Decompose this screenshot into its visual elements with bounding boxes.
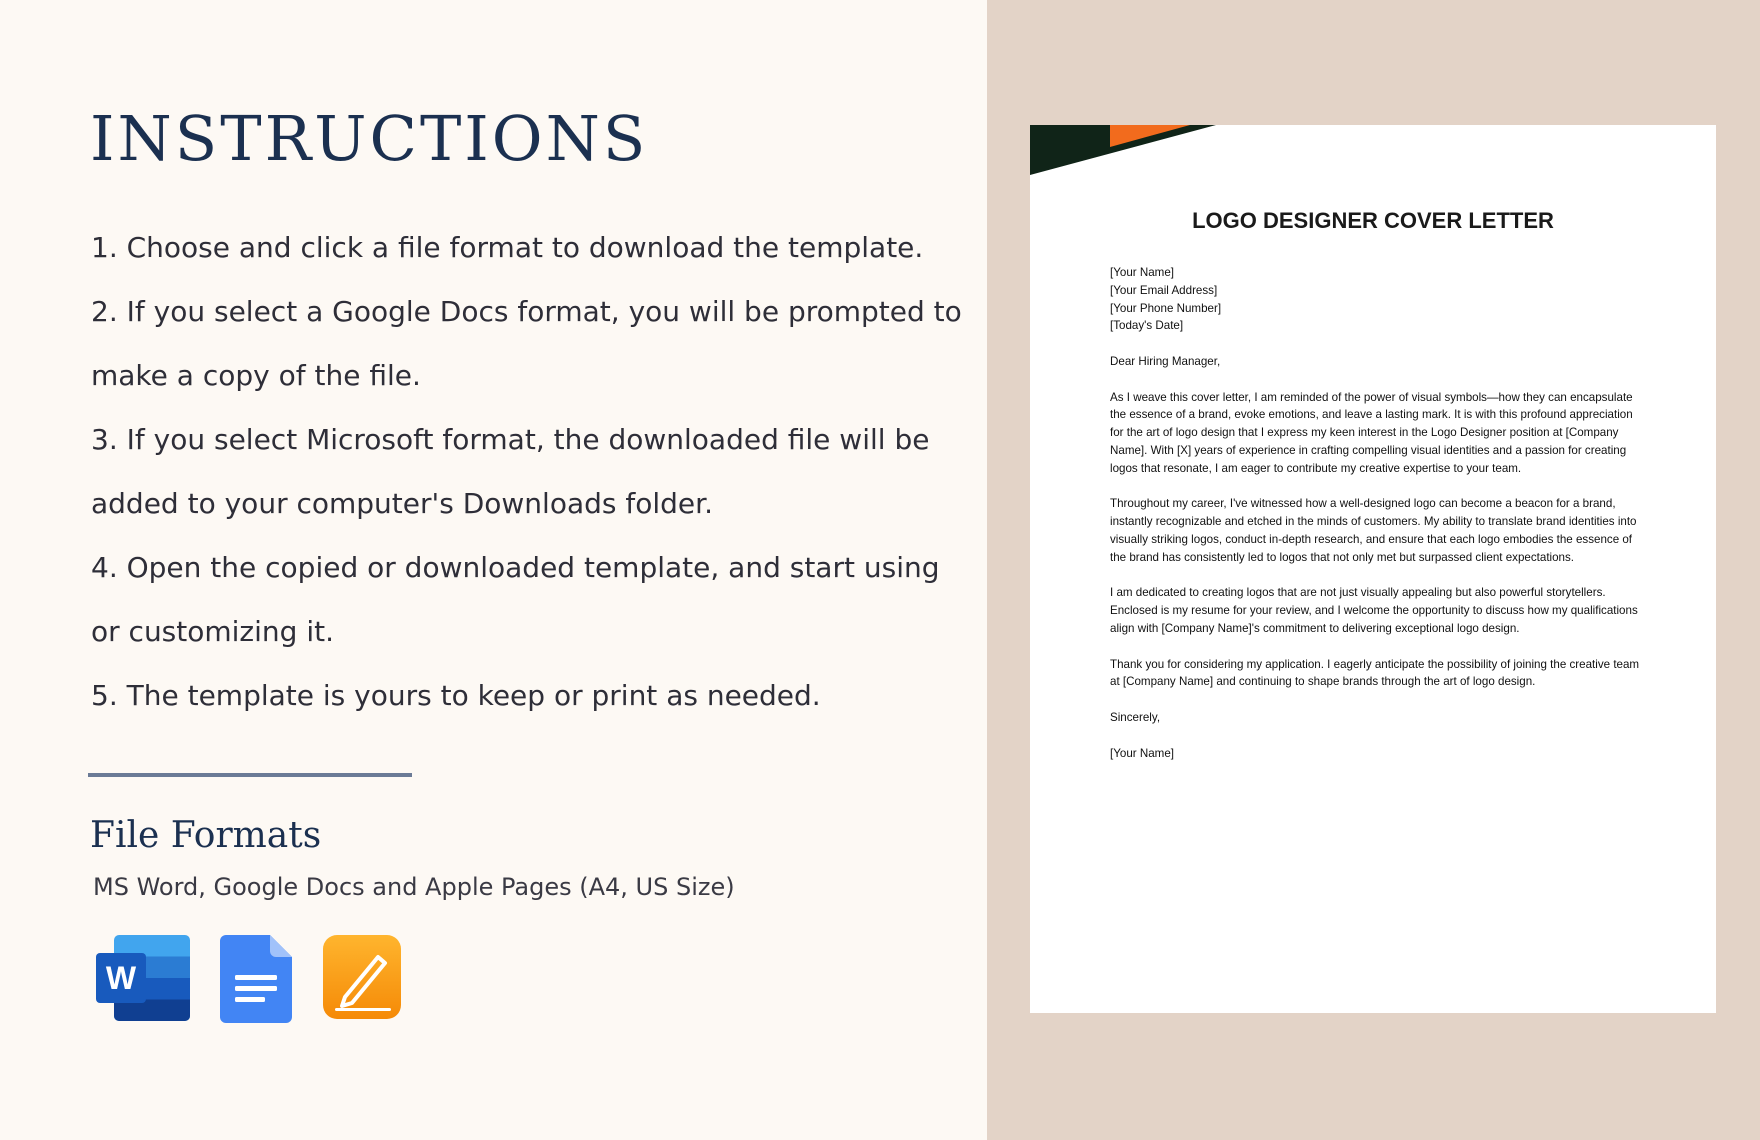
body-paragraph: I am dedicated to creating logos that are not just visually appealing but also powerful storytellers. Enclosed is my resume for your review, and I welcome the opportunity to discuss how my qualifications align with [Company Name]'s commitment to delivering exceptional logo design.	[1110, 586, 1638, 635]
document-title: LOGO DESIGNER COVER LETTER	[1192, 208, 1554, 233]
document-body	[1110, 264, 1640, 780]
template-preview-page	[1030, 125, 1716, 1013]
header-date: [Today's Date]	[1110, 319, 1184, 333]
salutation: Dear Hiring Manager,	[1110, 354, 1221, 368]
document-header-block	[1110, 264, 1640, 335]
instruction-step: 1. Choose and click a file format to download the template.	[91, 231, 924, 264]
instruction-step: 2. If you select a Google Docs format, you will be prompted to make a copy of the file.	[91, 295, 962, 392]
apple-pages-icon[interactable]	[323, 935, 401, 1019]
header-email: [Your Email Address]	[1110, 283, 1218, 297]
closing: Sincerely,	[1110, 710, 1161, 724]
instruction-step: 3. If you select Microsoft format, the downloaded file will be added to your computer's Downloads folder.	[91, 423, 930, 520]
google-docs-icon[interactable]	[220, 935, 292, 1023]
signature: [Your Name]	[1110, 746, 1175, 760]
body-paragraph: As I weave this cover letter, I am reminded of the power of visual symbols—how they can encapsulate the essence of a brand, evoke emotions, and leave a lasting mark. It is with this profound appreciation for the art of logo design that I express my keen interest in the Logo Designer position at [Company Name]. With [X] years of experience in crafting compelling visual identities and a passion for creating logos that resonate, I am eager to contribute my creative expertise to your team.	[1110, 390, 1633, 475]
instruction-step: 4. Open the copied or downloaded template, and start using or customizing it.	[91, 551, 940, 648]
file-formats-heading: File Formats	[90, 815, 322, 856]
header-name: [Your Name]	[1110, 266, 1175, 279]
header-phone: [Your Phone Number]	[1110, 301, 1222, 315]
word-icon-letter: W	[105, 960, 137, 996]
instructions-title: INSTRUCTIONS	[90, 102, 649, 175]
section-divider	[88, 773, 412, 777]
word-icon[interactable]	[96, 935, 190, 1021]
instruction-step: 5. The template is yours to keep or print as needed.	[91, 679, 821, 712]
body-paragraph: Thank you for considering my application. I eagerly anticipate the possibility of joining the creative team at [Company Name] and continuing to shape brands through the art of logo design.	[1110, 657, 1640, 689]
corner-decoration	[1030, 125, 1230, 185]
file-formats-description: MS Word, Google Docs and Apple Pages (A4, US Size)	[93, 873, 735, 901]
instructions-list	[91, 216, 971, 728]
body-paragraph: Throughout my career, I've witnessed how a well-designed logo can become a beacon for a brand, instantly recognizable and etched in the minds of customers. My ability to translate brand identities into visually striking logos, conduct in-depth research, and ensure that each logo embodies the essence of the brand has consistently led to logos that not only met but surpassed client expectations.	[1110, 497, 1637, 564]
